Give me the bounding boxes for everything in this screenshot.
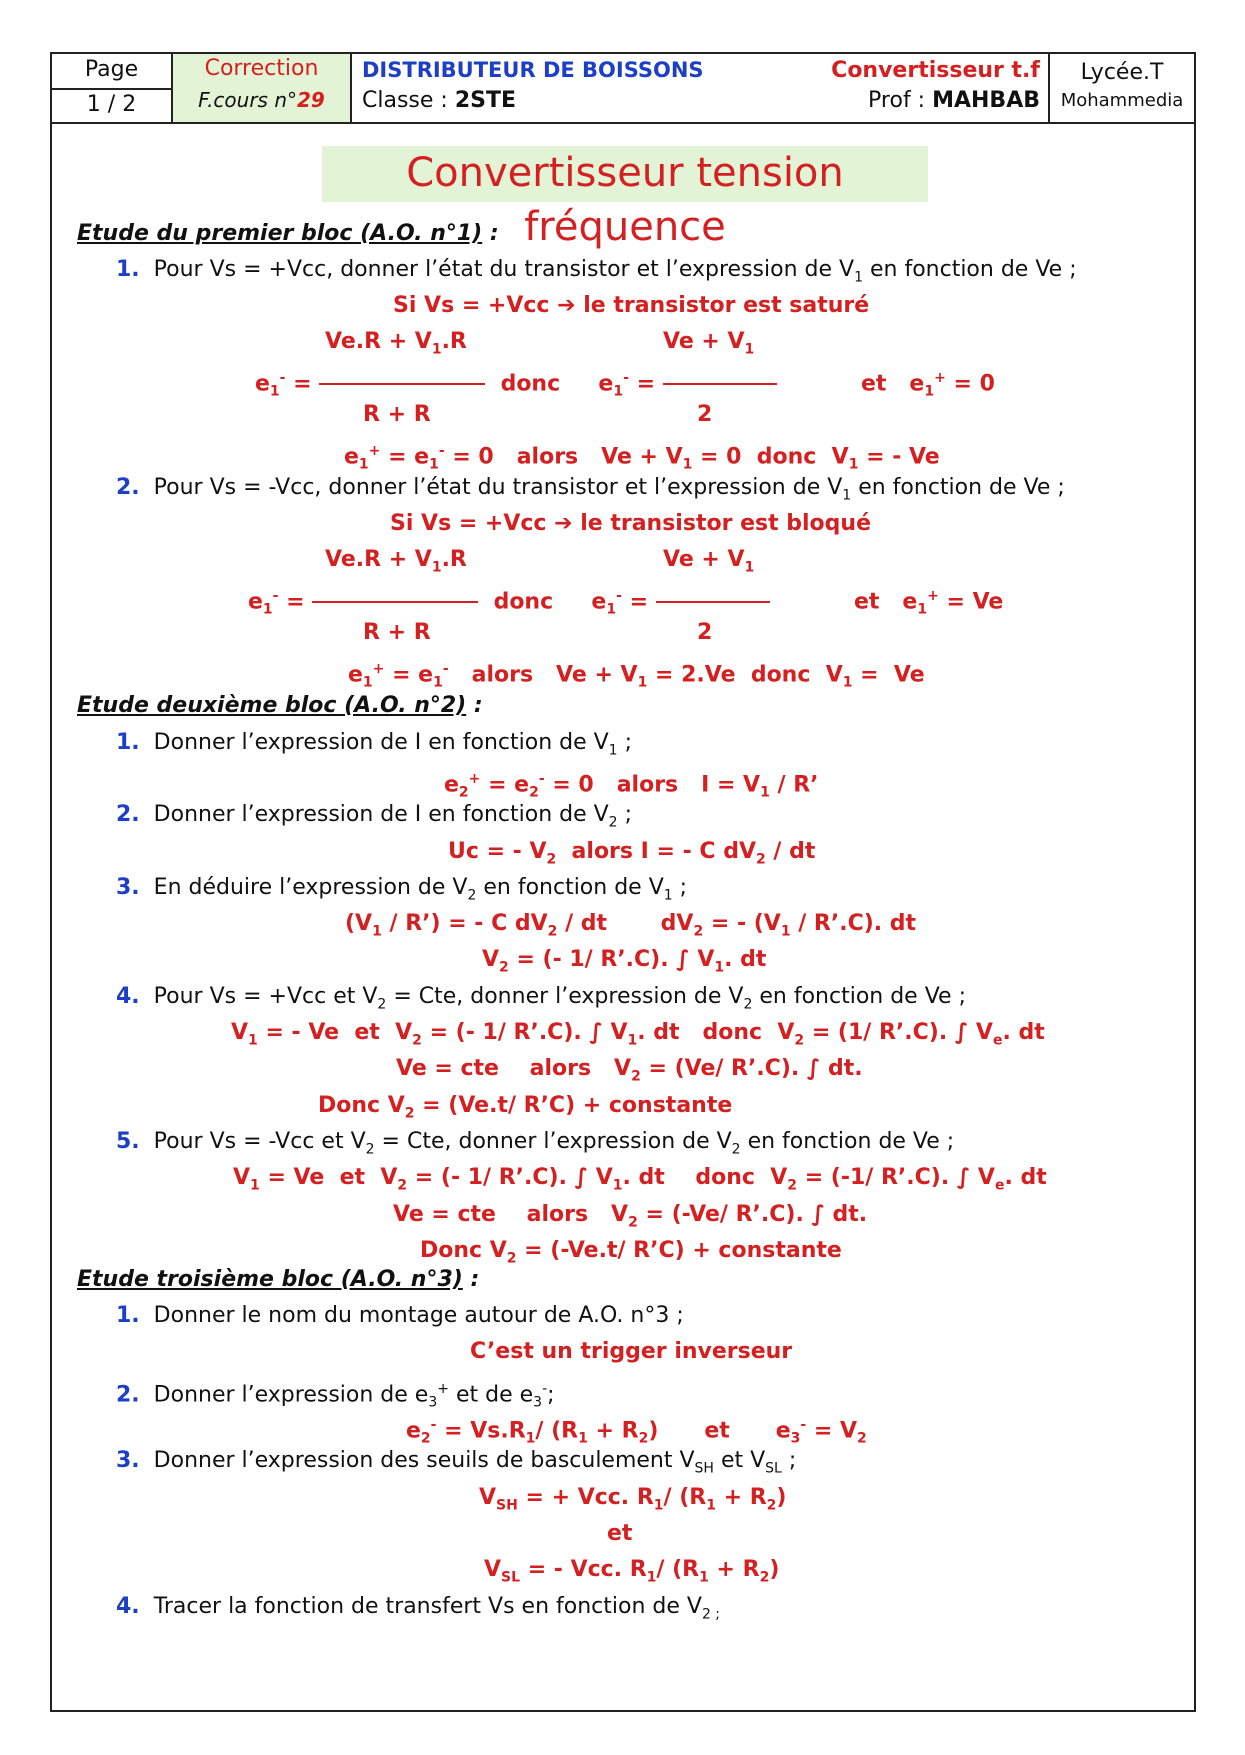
answer-2-5: $V_1 = Ve$ et $V_2$ = (- 1/ R’.C). ∫ $V_1$. dt donc $V_2 = (-1/$ R’.C). ∫ $V_e$. dt <box>233 1165 1047 1194</box>
formula-denominator: R + R <box>363 620 431 645</box>
question-number: 1. <box>116 730 140 755</box>
question-number: 1. <box>116 257 140 282</box>
question-number: 3. <box>116 1448 140 1473</box>
classe-label: Classe : <box>362 88 455 113</box>
question-2-3: 3. En déduire l’expression de $V_2$ en fonction de $V_1$ ; <box>116 875 688 904</box>
question-text-mid: et de e <box>448 1382 534 1408</box>
question-text-mid: = Cte, donner l’expression de V <box>374 1129 732 1154</box>
page-cell <box>52 54 173 122</box>
question-text: Pour Vs = +Vcc, donner l’état du transistor et l’expression de V <box>153 257 855 282</box>
question-1-2: 2. Pour Vs = -Vcc, donner l’état du transistor et l’expression de $V_1$ en fonction de Ve ; <box>116 475 1065 504</box>
answer-3-3b: $V_{SL}$ = - Vcc. $R_1/$ $(R_1 + R_2)$ <box>484 1557 780 1586</box>
question-3-3: 3. Donner l’expression des seuils de basculement $V_{SH}$ et $V_{SL}$ ; <box>116 1448 797 1477</box>
answer-2-3b: $V_2$ = (- 1/ R’.C). ∫ $V_1$. dt <box>482 947 767 976</box>
page-number: 1 / 2 <box>86 92 137 117</box>
question-text: Donner l’expression de I en fonction de V <box>153 730 609 755</box>
title-cell <box>352 54 1050 122</box>
formula-line: et $e_1^+ = Ve$ <box>854 588 1004 618</box>
question-text: Pour Vs = -Vcc, donner l’état du transistor et l’expression de V <box>153 475 843 500</box>
question-text: Donner l’expression de I en fonction de V <box>153 802 609 827</box>
formula-numerator: $Ve.R + V_1.R$ <box>325 329 467 358</box>
fiche-cours <box>173 88 350 112</box>
document-title: DISTRIBUTEUR DE BOISSONS <box>362 58 704 82</box>
question-number: 2. <box>116 475 140 500</box>
formula-line: $e_1^-$ = donc $e_1^-$ = <box>248 582 770 624</box>
formula-numerator: $Ve + V_1$ <box>663 547 755 576</box>
question-number: 2. <box>116 802 140 827</box>
answer-2-3: ($V_1$ / R’) = - C $dV_2$ / dt $dV_2$ = - ($V_1$ / R’.C). dt <box>345 911 917 940</box>
prof <box>868 88 1040 113</box>
question-text-end: en fonction de Ve ; <box>752 984 966 1009</box>
answer-2-5b: Ve = cte alors $V_2 = (-Ve/$ R’.C). ∫ dt. <box>393 1202 868 1231</box>
subject: Convertisseur t.f <box>831 58 1040 83</box>
answer-2-1: $e_2^+ = e_2^- = 0$ alors $I = V_1 / R$’ <box>444 771 819 801</box>
answer-2-4: $V_1$ = - Ve et $V_2$ = (- 1/ R’.C). ∫ $V_1$. dt donc $V_2 = (1/$ R’.C). ∫ $V_e$. dt <box>231 1020 1045 1049</box>
lycee-name: Lycée.T <box>1080 60 1164 85</box>
header-table <box>52 54 1194 124</box>
fiche-cours-number: 29 <box>297 88 325 112</box>
formula-denominator: R + R <box>363 402 431 427</box>
section-2-title: Etude deuxième bloc (A.O. n°2) <box>77 693 467 718</box>
formula-line: $e_1^+ = e_1^-$ alors $Ve + V_1 = 2.Ve$ donc $V_1 = Ve$ <box>348 661 925 691</box>
question-2-4: 4. Pour Vs = +Vcc et $V_2$ = Cte, donner l’expression de $V_2$ en fonction de Ve ; <box>116 984 966 1013</box>
section-colon: : <box>466 693 483 718</box>
formula-numerator: $Ve.R + V_1.R$ <box>325 547 467 576</box>
question-text-end: en fonction de Ve ; <box>851 475 1065 500</box>
lycee-cell <box>1050 54 1194 122</box>
question-text: Pour Vs = +Vcc et V <box>153 984 378 1009</box>
question-text-mid: = Cte, donner l’expression de V <box>386 984 744 1009</box>
answer-3-3-et: et <box>607 1521 633 1546</box>
answer-2-5c: Donc $V_2 = (-Ve.t/$ R’C) + constante <box>420 1238 842 1267</box>
question-number: 5. <box>116 1129 140 1154</box>
question-2-1: 1. Donner l’expression de I en fonction de $V_1$ ; <box>116 730 632 759</box>
answer-2-4b: Ve = cte alors $V_2 = (Ve/$ R’.C). ∫ dt. <box>396 1056 863 1085</box>
section-colon: : <box>462 1267 480 1292</box>
question-text-mid: et V <box>713 1448 766 1473</box>
section-3-title: Etude troisième bloc (A.O. n°3) <box>77 1267 463 1292</box>
question-2-5: 5. Pour Vs = -Vcc et $V_2$ = Cte, donner l’expression de $V_2$ en fonction de Ve ; <box>116 1129 955 1158</box>
prof-label: Prof : <box>868 88 933 113</box>
formula-denominator: 2 <box>697 620 713 645</box>
question-text: Tracer la fonction de transfert Vs en fonction de V <box>153 1594 702 1619</box>
correction-cell <box>173 54 352 122</box>
classe <box>362 88 516 113</box>
answer-3-3: $V_{SH}$ = + Vcc. $R_1/$ $(R_1 + R_2)$ <box>479 1485 787 1514</box>
question-text: Donner le nom du montage autour de A.O. n°3 ; <box>153 1303 684 1328</box>
question-1-1: 1. Pour Vs = +Vcc, donner l’état du transistor et l’expression de $V_1$ en fonction de Ve ; <box>116 257 1077 286</box>
question-3-1 <box>116 1302 684 1330</box>
question-number: 4. <box>116 984 140 1009</box>
section-1-title: Etude du premier bloc (A.O. n°1) <box>77 221 483 246</box>
answer-2-2: Uc = - $V_2$ alors I = - C $dV_2$ / dt <box>448 839 816 868</box>
formula-numerator: $Ve + V_1$ <box>663 329 755 358</box>
question-3-2: 2. Donner l’expression de $e_3^+$ et de $e_3^-$; <box>116 1381 555 1411</box>
answer-3-2: $e_2^- = Vs.R_1/$ $(R_1 + R_2)$ et $e_3^- = V_2$ <box>406 1417 867 1447</box>
section-colon: : <box>482 221 499 246</box>
question-text-end: en fonction de Ve ; <box>862 257 1077 282</box>
section-1-heading <box>77 220 499 248</box>
lycee-city: Mohammedia <box>1060 90 1184 111</box>
correction-label: Correction <box>204 56 319 81</box>
answer-3-1: C’est un trigger inverseur <box>470 1339 793 1364</box>
prof-value: MAHBAB <box>932 88 1040 113</box>
main-title: Convertisseur tension fréquence <box>322 146 928 202</box>
question-2-2: 2. Donner l’expression de I en fonction de $V_2$ ; <box>116 802 632 831</box>
formula-line: $e_1^+ = e_1^- = 0$ alors $Ve + V_1 = 0$ donc $V_1$ = - Ve <box>344 443 940 473</box>
question-number: 2. <box>116 1382 140 1408</box>
question-number: 4. <box>116 1594 140 1619</box>
question-text-end: en fonction de Ve ; <box>740 1129 955 1154</box>
answer-1-1: Si Vs = +Vcc ➔ le transistor est saturé <box>393 293 870 318</box>
question-text: Pour Vs = -Vcc et V <box>153 1129 366 1154</box>
question-text: Donner l’expression de e <box>153 1382 429 1408</box>
formula-line: et $e_1^+ = 0$ <box>861 370 995 400</box>
answer-1-2: Si Vs = +Vcc ➔ le transistor est bloqué <box>390 511 872 536</box>
question-text: En déduire l’expression de V <box>153 875 468 900</box>
formula-line: $e_1^-$ = donc $e_1^-$ = <box>255 364 777 406</box>
page-label: Page <box>52 54 171 90</box>
fiche-cours-prefix: F.cours n° <box>198 88 298 112</box>
answer-2-4c: Donc $V_2 = (Ve.t/$ R’C) + constante <box>318 1093 733 1122</box>
classe-value: 2STE <box>454 88 516 113</box>
question-number: 3. <box>116 875 140 900</box>
section-3-heading <box>77 1266 479 1294</box>
section-2-heading <box>77 692 483 720</box>
question-text-mid: en fonction de V <box>476 875 664 900</box>
question-3-4: 4. Tracer la fonction de transfert Vs en fonction de $V_{2 ;}$ <box>116 1594 721 1623</box>
formula-denominator: 2 <box>697 402 713 427</box>
question-text: Donner l’expression des seuils de basculement V <box>153 1448 695 1473</box>
question-number: 1. <box>116 1303 140 1328</box>
